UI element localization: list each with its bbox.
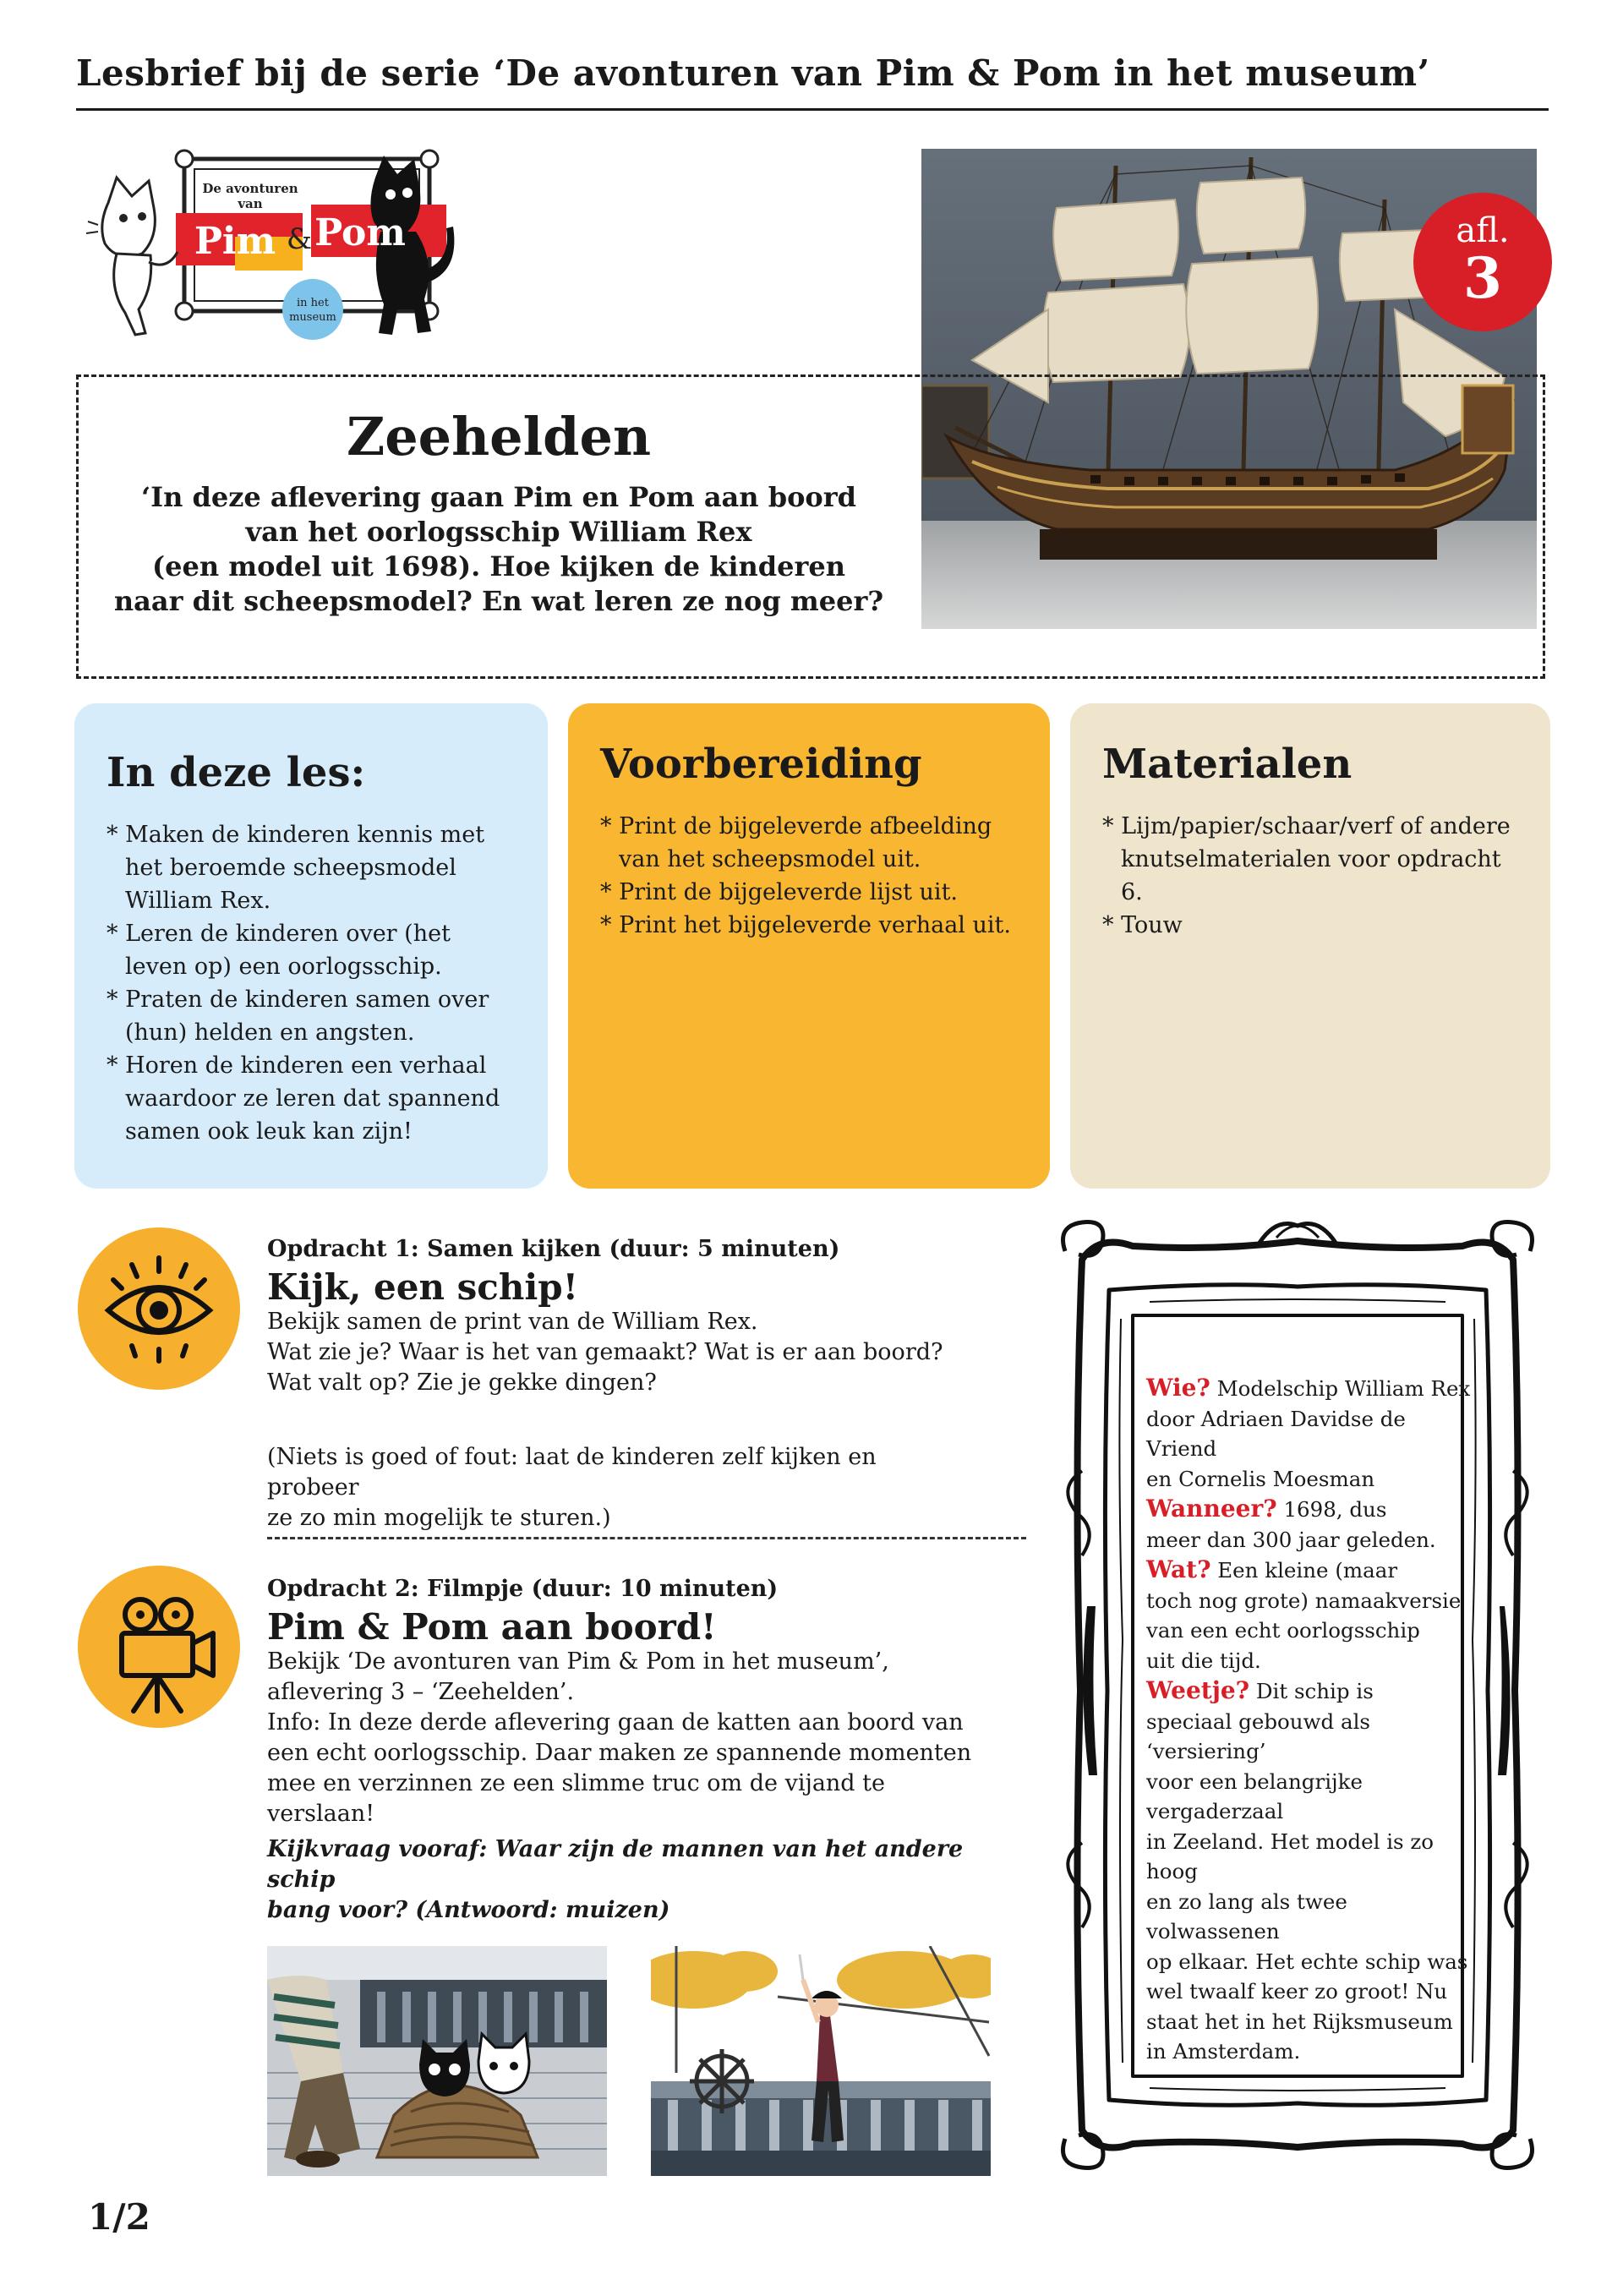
intro-line: naar dit scheepsmodel? En wat leren ze nog meer? (113, 585, 884, 617)
assignment1-label: Opdracht 1: Samen kijken (duur: 5 minuten) (267, 1236, 840, 1262)
card-mat-list (1102, 810, 1518, 942)
list-item: * Praten de kinderen samen over (hun) helden en angsten. (107, 987, 489, 1046)
logo-museum-line1: in het (297, 297, 329, 309)
info-line: van een echt oorlogsschip (1146, 1618, 1420, 1643)
info-line: in Zeeland. Het model is zo hoog (1146, 1829, 1434, 1883)
assignment-divider (267, 1537, 1026, 1539)
list-item: * Print de bijgeleverde lijst uit. (600, 879, 958, 905)
episode-badge (1413, 193, 1552, 331)
info-line: en zo lang als twee volwassenen (1146, 1889, 1347, 1943)
list-item: * Horen de kinderen een verhaal waardoor ze leren dat spannend samen ook leuk kan zijn! (107, 1052, 500, 1145)
card-materialen (1070, 703, 1550, 1189)
list-item: * Leren de kinderen over (het leven op) een oorlogsschip. (107, 921, 451, 980)
episode-prefix: afl. (1456, 211, 1510, 250)
assignment2-body (267, 1647, 994, 1829)
card-voorbereiding (568, 703, 1050, 1189)
info-line: uit die tijd. (1146, 1648, 1261, 1673)
pim-pom-logo (83, 144, 463, 347)
info-line: wel twaalf keer zo groot! Nu (1146, 1979, 1448, 2004)
info-line: 1698, dus (1276, 1497, 1387, 1522)
info-line: voor een belangrijke vergaderzaal (1146, 1768, 1363, 1823)
list-item: * Touw (1102, 912, 1183, 938)
list-item: * Print het bijgeleverde verhaal uit. (600, 912, 1011, 938)
info-line: Een kleine (maar (1210, 1558, 1398, 1583)
episode-still-pirate-on-deck (651, 1946, 991, 2176)
info-line: in Amsterdam. (1146, 2039, 1301, 2064)
assignment2-line: Info: In deze derde aflevering gaan de katten aan boord van (267, 1709, 964, 1736)
assignment1-note (267, 1442, 943, 1533)
eye-icon (78, 1227, 240, 1390)
info-line: toch nog grote) namaakversie (1146, 1588, 1462, 1613)
card-prep-list (600, 810, 1018, 942)
logo-pim: Pim (194, 220, 276, 263)
card-les-title: In deze les: (107, 749, 366, 796)
episode-still-cats-on-rope (267, 1946, 607, 2176)
intro-line: van het oorlogsschip William Rex (245, 516, 752, 548)
logo-line1: De avonturen (202, 181, 298, 196)
assignment1-line: Wat valt op? Zie je gekke dingen? (267, 1369, 657, 1396)
assignment1-line: Wat zie je? Waar is het van gemaakt? Wat is er aan boord? (267, 1339, 943, 1365)
info-text (1146, 1373, 1476, 2067)
info-line: staat het in het Rijksmuseum (1146, 2009, 1453, 2034)
intro-title: Zeehelden (346, 406, 652, 467)
assignment2-line: een echt oorlogsschip. Daar maken ze spannende momenten (267, 1740, 972, 1766)
info-line: Modelschip William Rex (1210, 1376, 1471, 1401)
assignment2-question-line: bang voor? (Antwoord: muizen) (267, 1897, 670, 1923)
assignment2-question-line: Kijkvraag vooraf: Waar zijn de mannen van het andere schip (267, 1836, 964, 1893)
episode-number: 3 (1463, 245, 1502, 311)
list-item: * Maken de kinderen kennis met het beroemde scheepsmodel William Rex. (107, 822, 485, 914)
card-mat-title: Materialen (1102, 741, 1352, 788)
assignment2-question (267, 1834, 994, 1926)
info-line: speciaal gebouwd als ‘versiering’ (1146, 1708, 1371, 1763)
assignment1-body (267, 1307, 943, 1398)
logo-museum-line2: museum (289, 311, 336, 324)
page-number: 1/2 (88, 2196, 150, 2238)
assignment1-title: Kijk, een schip! (267, 1266, 579, 1308)
info-line: op elkaar. Het echte schip was (1146, 1949, 1468, 1974)
info-key-weetje: Weetje? (1146, 1676, 1250, 1704)
intro-line: (een model uit 1698). Hoe kijken de kinderen (152, 550, 845, 582)
info-key-wat: Wat? (1146, 1555, 1211, 1583)
info-key-wanneer: Wanneer? (1146, 1495, 1277, 1522)
intro-text (93, 480, 904, 619)
logo-line2: van (238, 196, 263, 211)
info-line: door Adriaen Davidse de Vriend (1146, 1406, 1406, 1461)
assignment2-line: aflevering 3 – ‘Zeehelden’. (267, 1679, 575, 1705)
card-in-deze-les (74, 703, 548, 1189)
assignment2-label: Opdracht 2: Filmpje (duur: 10 minuten) (267, 1576, 779, 1602)
card-prep-title: Voorbereiding (600, 741, 922, 788)
assignment2-line: mee en verzinnen ze een slimme truc om de vijand te verslaan! (267, 1770, 886, 1827)
intro-line: ‘In deze aflevering gaan Pim en Pom aan boord (141, 481, 856, 513)
film-camera-icon (78, 1566, 240, 1728)
list-item: * Lijm/papier/schaar/verf of andere knutselmaterialen voor opdracht 6. (1102, 813, 1511, 905)
assignment2-title: Pim & Pom aan boord! (267, 1606, 717, 1648)
card-les-list (107, 818, 516, 1148)
assignment1-line: Bekijk samen de print van de William Rex. (267, 1309, 758, 1335)
assignment1-note-line: (Niets is goed of fout: laat de kinderen zelf kijken en probeer (267, 1444, 877, 1501)
header-rule (76, 108, 1549, 111)
info-line: en Cornelis Moesman (1146, 1466, 1375, 1491)
list-item: * Print de bijgeleverde afbeelding van het scheepsmodel uit. (600, 813, 992, 872)
assignment2-line: Bekijk ‘De avonturen van Pim & Pom in het museum’, (267, 1648, 889, 1675)
info-key-wie: Wie? (1146, 1374, 1210, 1402)
info-line: meer dan 300 jaar geleden. (1146, 1527, 1436, 1552)
logo-ampersand: & (286, 222, 313, 256)
info-line: Dit schip is (1249, 1679, 1374, 1703)
assignment1-note-line: ze zo min mogelijk te sturen.) (267, 1505, 611, 1531)
page-header-title: Lesbrief bij de serie ‘De avonturen van Pim & Pom in het museum’ (76, 52, 1430, 94)
logo-pom: Pom (314, 211, 406, 254)
